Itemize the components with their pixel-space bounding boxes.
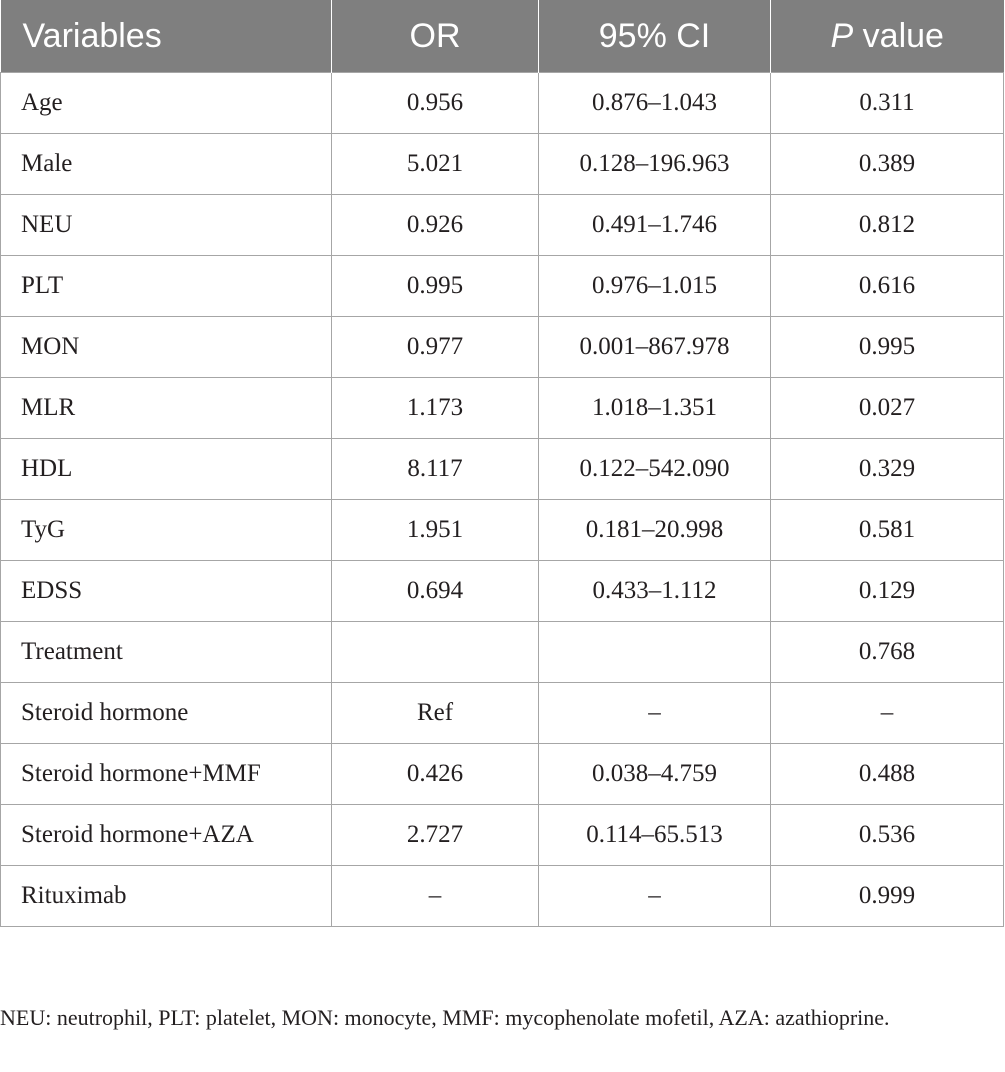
cell-variable: HDL	[1, 439, 332, 500]
cell-ci: 0.128–196.963	[539, 134, 771, 195]
table-row	[1, 622, 1004, 683]
cell-or: –	[332, 866, 539, 927]
cell-variable: TyG	[1, 500, 332, 561]
cell-or: 5.021	[332, 134, 539, 195]
table-row	[1, 195, 1004, 256]
cell-or: 2.727	[332, 805, 539, 866]
cell-p-value: 0.536	[771, 805, 1004, 866]
header-row	[1, 0, 1004, 73]
cell-variable: PLT	[1, 256, 332, 317]
cell-p-value: 0.581	[771, 500, 1004, 561]
cell-ci: 0.001–867.978	[539, 317, 771, 378]
table-header	[1, 0, 1004, 73]
cell-p-value: 0.129	[771, 561, 1004, 622]
cell-or: 8.117	[332, 439, 539, 500]
table-row	[1, 317, 1004, 378]
cell-ci: 0.181–20.998	[539, 500, 771, 561]
cell-or: 0.977	[332, 317, 539, 378]
table-row	[1, 561, 1004, 622]
cell-or: 0.926	[332, 195, 539, 256]
header-p-value	[771, 0, 1004, 73]
table-row	[1, 439, 1004, 500]
cell-variable: EDSS	[1, 561, 332, 622]
table-row	[1, 866, 1004, 927]
cell-p-value: 0.027	[771, 378, 1004, 439]
cell-variable: Steroid hormone	[1, 683, 332, 744]
header-ci: 95% CI	[539, 0, 771, 73]
cell-ci: 0.491–1.746	[539, 195, 771, 256]
cell-p-value: 0.812	[771, 195, 1004, 256]
header-p-italic: P	[830, 16, 854, 55]
cell-variable: NEU	[1, 195, 332, 256]
cell-variable: MLR	[1, 378, 332, 439]
table-row	[1, 378, 1004, 439]
cell-variable: Age	[1, 73, 332, 134]
cell-p-value: 0.389	[771, 134, 1004, 195]
cell-ci	[539, 622, 771, 683]
cell-p-value: 0.995	[771, 317, 1004, 378]
cell-p-value: 0.311	[771, 73, 1004, 134]
cell-or: 0.956	[332, 73, 539, 134]
cell-or	[332, 622, 539, 683]
cell-variable: MON	[1, 317, 332, 378]
cell-variable: Treatment	[1, 622, 332, 683]
table-row	[1, 500, 1004, 561]
cell-ci: 0.433–1.112	[539, 561, 771, 622]
table-row	[1, 805, 1004, 866]
cell-ci: 0.122–542.090	[539, 439, 771, 500]
cell-p-value: 0.488	[771, 744, 1004, 805]
table-row	[1, 683, 1004, 744]
cell-variable: Male	[1, 134, 332, 195]
cell-or: Ref	[332, 683, 539, 744]
table-body	[1, 73, 1004, 927]
cell-p-value: 0.329	[771, 439, 1004, 500]
header-or: OR	[332, 0, 539, 73]
cell-p-value: –	[771, 683, 1004, 744]
cell-ci: 1.018–1.351	[539, 378, 771, 439]
cell-ci: 0.038–4.759	[539, 744, 771, 805]
cell-ci: –	[539, 683, 771, 744]
cell-ci: 0.876–1.043	[539, 73, 771, 134]
cell-variable: Steroid hormone+MMF	[1, 744, 332, 805]
cell-or: 1.173	[332, 378, 539, 439]
cell-p-value: 0.999	[771, 866, 1004, 927]
cell-p-value: 0.768	[771, 622, 1004, 683]
cell-or: 1.951	[332, 500, 539, 561]
table-row	[1, 744, 1004, 805]
cell-p-value: 0.616	[771, 256, 1004, 317]
header-p-rest: value	[853, 16, 944, 55]
cell-or: 0.995	[332, 256, 539, 317]
cell-or: 0.694	[332, 561, 539, 622]
table-row	[1, 73, 1004, 134]
cell-variable: Rituximab	[1, 866, 332, 927]
table-footnote: NEU: neutrophil, PLT: platelet, MON: monocyte, MMF: mycophenolate mofetil, AZA: azathioprine.	[0, 1005, 890, 1030]
cell-ci: 0.976–1.015	[539, 256, 771, 317]
cell-ci: 0.114–65.513	[539, 805, 771, 866]
cell-ci: –	[539, 866, 771, 927]
cell-variable: Steroid hormone+AZA	[1, 805, 332, 866]
table-row	[1, 134, 1004, 195]
table-row	[1, 256, 1004, 317]
cell-or: 0.426	[332, 744, 539, 805]
header-variables: Variables	[1, 0, 332, 73]
